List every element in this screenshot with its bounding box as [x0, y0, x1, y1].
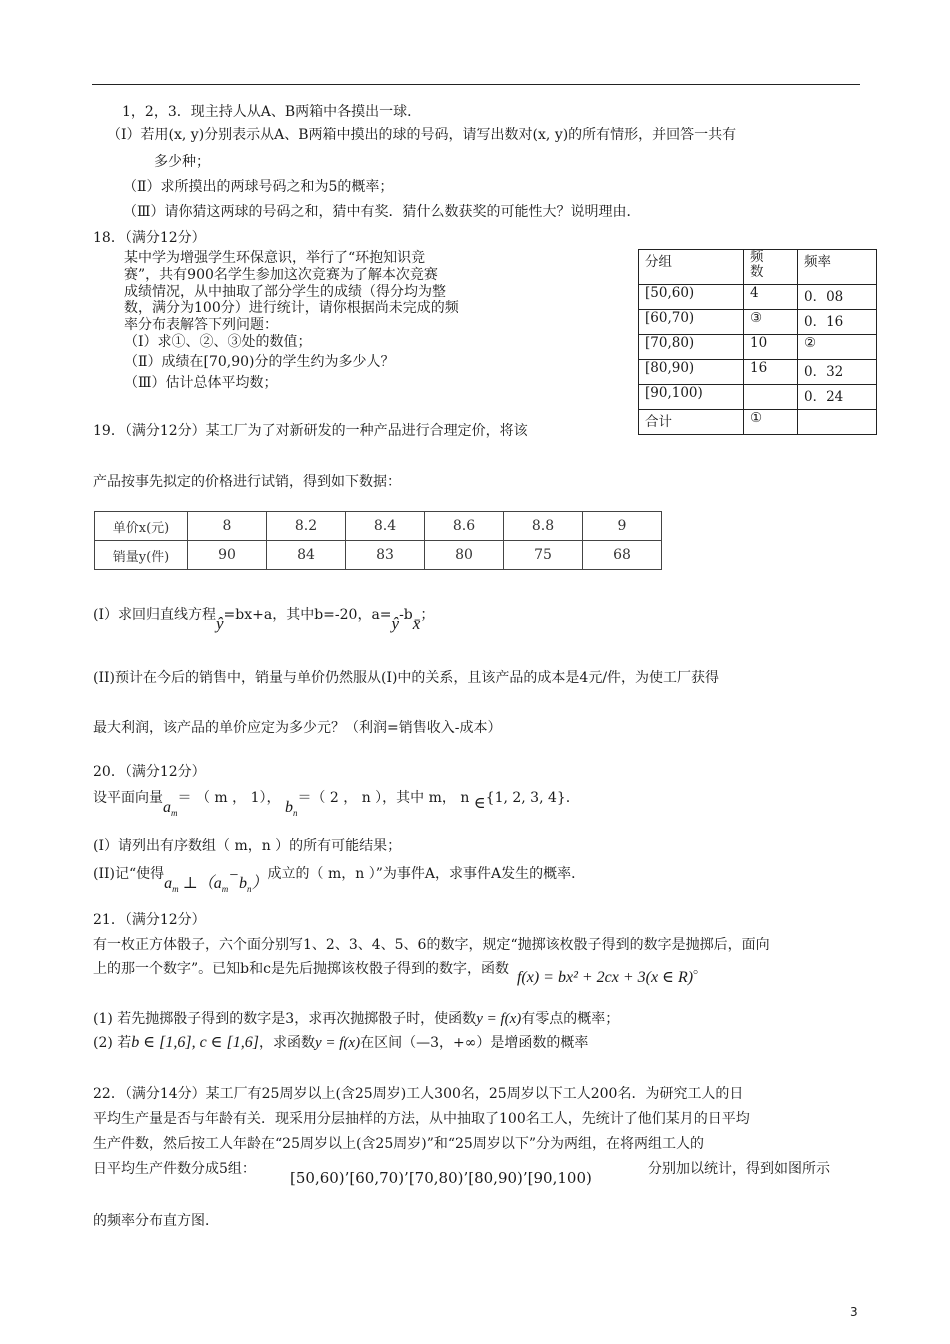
cell-frequency: 0．24	[798, 385, 877, 410]
q21-line2-a: 上的那一个数字”。已知b和c是先后抛掷该枚骰子得到的数字，函数	[93, 961, 509, 977]
header-group: 分组	[639, 250, 744, 285]
cell-frequency	[798, 410, 877, 435]
cell-frequency: 0．08	[798, 285, 877, 310]
table-row	[95, 541, 662, 570]
period-mark: 。	[693, 961, 708, 977]
cell-frequency: ②	[798, 335, 877, 360]
q17-line4: （Ⅱ）求所摸出的两球号码之和为5的概率；	[123, 179, 394, 195]
q22-line4a: 日平均生产件数分成5组：	[93, 1161, 256, 1177]
q21-part2	[93, 1032, 588, 1052]
q18-line4: 数，满分为100分）进行统计，请你根据尚未完成的频	[124, 300, 459, 316]
table-row	[95, 512, 662, 541]
q18-line5: 率分布表解答下列问题：	[124, 317, 278, 333]
row-label-price: 单价x(元)	[95, 512, 188, 541]
header-frequency: 频率	[798, 250, 877, 285]
y-hat-symbol: ŷ	[216, 614, 224, 633]
q22-intervals: [50,60)’[60,70)’[70,80)’[80,90)’[90,100)	[290, 1169, 592, 1187]
q21-part1	[93, 1008, 619, 1028]
cell-frequency: 0．16	[798, 310, 877, 335]
q21-part2-func: y = f(x)	[314, 1035, 361, 1051]
q18-line1: 某中学为增强学生环保意识，举行了“环抱知识竞	[124, 250, 426, 266]
q19-part1-text-d: ；	[420, 607, 435, 623]
table-row	[639, 360, 877, 385]
q17-line2: （Ⅰ）若用(x, y)分别表示从A、B两箱中摸出的球的号码，请写出数对(x, y)的所有情形，并回答一共有	[107, 127, 737, 143]
q20-line1-d: {1, 2, 3, 4}.	[485, 790, 571, 806]
y-hat-symbol: ŷ	[391, 614, 400, 633]
q19-part1-text-b: =bx+a，其中b=-20，a=	[223, 607, 392, 623]
q21-part1-a: (1) 若先抛掷骰子得到的数字是3，求再次抛掷骰子时，使函数	[93, 1011, 477, 1027]
cell-sales: 84	[267, 541, 346, 570]
q18-line8: （Ⅲ）估计总体平均数；	[124, 375, 278, 391]
vector-a-m: $a_m$	[163, 799, 178, 819]
function-definition: f(x) = bx² + 2cx + 3(x ∈ R)	[516, 969, 694, 986]
cell-sales: 90	[188, 541, 267, 570]
cell-count: ①	[744, 410, 798, 435]
cell-group: [60,70)	[639, 310, 744, 335]
cell-count	[744, 385, 798, 410]
cell-price: 8	[188, 512, 267, 541]
row-label-sales: 销量y(件)	[95, 541, 188, 570]
q21-part2-a: (2) 若	[93, 1035, 132, 1051]
q20-line3-b: 成立的（ m，n ）”为事件A，求事件A发生的概率．	[267, 866, 586, 882]
q22-line6: 的频率分布直方图．	[93, 1213, 219, 1229]
table-row	[639, 310, 877, 335]
cell-group: [90,100)	[639, 385, 744, 410]
cell-count: 16	[744, 360, 798, 385]
table-header-row	[639, 250, 877, 285]
page-number: 3	[850, 1305, 858, 1319]
q19-part1-text-a: (I）求回归直线方程	[93, 607, 216, 623]
q19-line2: 产品按事先拟定的价格进行试销，得到如下数据：	[93, 474, 401, 490]
table-row	[639, 285, 877, 310]
cell-price: 8.4	[346, 512, 425, 541]
cell-sales: 83	[346, 541, 425, 570]
cell-count: 10	[744, 335, 798, 360]
q22-line1: 22．（满分14分）某工厂有25周岁以上(含25周岁)工人300名，25周岁以下工人200名．为研究工人的日	[93, 1086, 744, 1102]
header-count: 频数	[744, 250, 798, 285]
q19-line1: 19．（满分12分）某工厂为了对新研发的一种产品进行合理定价，将该	[93, 423, 528, 439]
q19-part1-text-c: -b	[399, 607, 413, 623]
q19-part3: 最大利润，该产品的单价应定为多少元？（利润=销售收入-成本）	[93, 720, 502, 736]
q21-heading: 21．（满分12分）	[93, 912, 206, 928]
q17-line5: （Ⅲ）请你猜这两球的号码之和，猜中有奖．猜什么数获奖的可能性大？说明理由．	[123, 204, 641, 220]
cell-group: [70,80)	[639, 335, 744, 360]
q18-line7: （Ⅱ）成绩在[70,90)分的学生约为多少人？	[124, 354, 395, 370]
q21-part2-c: ，求函数	[258, 1035, 315, 1051]
q22-line2: 平均生产量是否与年龄有关．现采用分层抽样的方法，从中抽取了100名工人，先统计了他们某月的日平均	[93, 1111, 750, 1127]
q20-line3-a: (II)记“使得	[93, 866, 165, 882]
q21-part1-func: y = f(x)	[476, 1011, 522, 1027]
q21-part2-domain: b ∈ [1,6], c ∈ [1,6]	[131, 1034, 259, 1051]
table-row	[639, 410, 877, 435]
cell-price: 8.6	[425, 512, 504, 541]
cell-price: 9	[583, 512, 662, 541]
q18-line6: （Ⅰ）求①、②、③处的数值；	[124, 334, 312, 350]
frequency-table	[638, 249, 877, 435]
cell-group: [50,60)	[639, 285, 744, 310]
cell-sales: 68	[583, 541, 662, 570]
q21-line1: 有一枚正方体骰子，六个面分别写1、2、3、4、5、6的数字，规定“抛掷该枚骰子得到的数字是抛掷后，面向	[93, 937, 770, 953]
q20-line3	[93, 860, 586, 895]
q22-line4b: 分别加以统计，得到如图所示	[648, 1161, 830, 1177]
q19-part1	[93, 604, 435, 633]
q20-line1	[93, 787, 571, 819]
q18-line3: 成绩情况，从中抽取了部分学生的成绩（得分均为整	[124, 284, 446, 300]
element-of-symbol: ∈	[473, 793, 486, 812]
cell-price: 8.2	[267, 512, 346, 541]
q18-line2: 赛”，共有900名学生参加这次竞赛为了解本次竞赛	[124, 267, 438, 283]
vector-b-n: $b_n$	[284, 799, 298, 819]
q20-line1-c: ＝（ 2 ， n ），其中 m， n	[297, 790, 474, 806]
q21-part1-c: 有零点的概率；	[521, 1011, 620, 1027]
q20-line1-a: 设平面向量	[93, 790, 163, 806]
q21-part2-e: 在区间（—3，+∞）是增函数的概率	[360, 1035, 589, 1051]
cell-price: 8.8	[504, 512, 583, 541]
q21-line2	[93, 958, 708, 986]
q22-line3: 生产件数，然后按工人年龄在“25周岁以上(含25周岁)”和“25周岁以下”分为两组，在将两组工人的	[93, 1136, 704, 1152]
cell-sales: 80	[425, 541, 504, 570]
q17-line1: 1，2，3．现主持人从A、B两箱中各摸出一球．	[122, 104, 422, 120]
price-sales-table	[94, 511, 662, 570]
perpendicular-expression: $a_m$ $\perp(a_m-b_n)$	[164, 867, 268, 895]
q18-heading: 18．（满分12分）	[93, 230, 206, 246]
cell-group: [80,90)	[639, 360, 744, 385]
cell-count: 4	[744, 285, 798, 310]
q17-line3: 多少种；	[154, 154, 210, 170]
q20-heading: 20．（满分12分）	[93, 764, 206, 780]
cell-group: 合计	[639, 410, 744, 435]
q19-part2: (II)预计在今后的销售中，销量与单价仍然服从(I)中的关系，且该产品的成本是4元/件，为使工厂获得	[93, 670, 720, 686]
x-bar-symbol: x̄	[412, 614, 421, 633]
table-row	[639, 335, 877, 360]
q20-line1-b: ＝ （ m ， 1），	[177, 790, 285, 806]
cell-frequency: 0．32	[798, 360, 877, 385]
cell-sales: 75	[504, 541, 583, 570]
cell-count: ③	[744, 310, 798, 335]
q20-line2: (I）请列出有序数组（ m，n ）的所有可能结果；	[93, 838, 402, 854]
header-rule	[92, 84, 860, 85]
table-row	[639, 385, 877, 410]
